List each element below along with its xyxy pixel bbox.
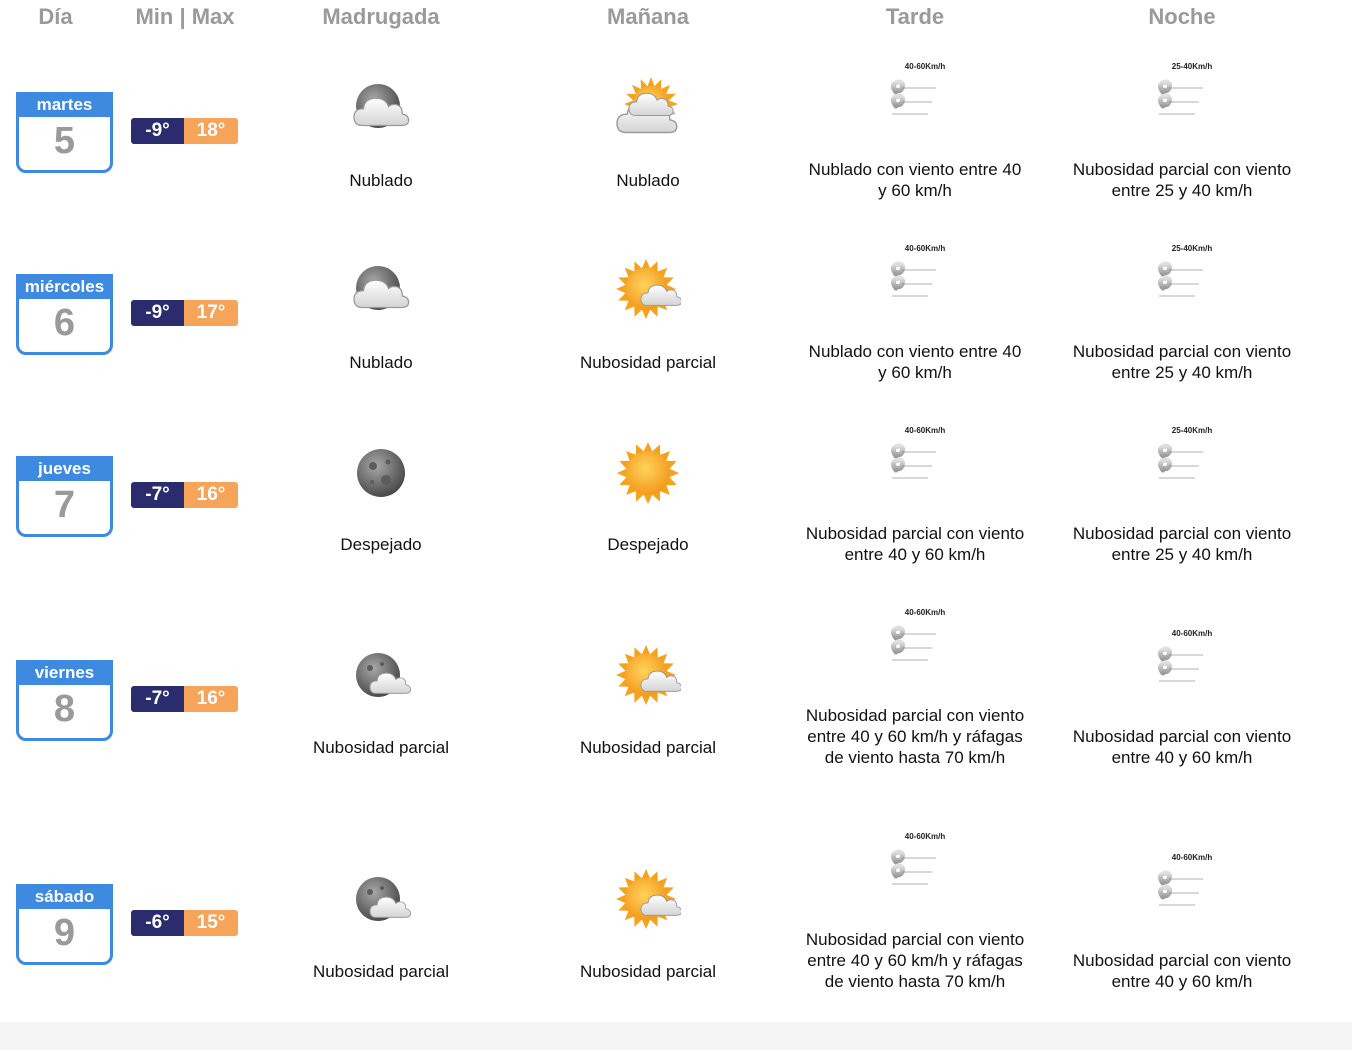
temp-min: -9°	[131, 118, 184, 144]
header-min-max: Min | Max	[135, 4, 235, 29]
moon-icon	[348, 440, 414, 506]
wind-icon	[1149, 637, 1215, 703]
weather-description: Nubosidad parcial	[579, 353, 717, 372]
temperature-range	[131, 910, 238, 936]
weather-description: Nubosidad parcial con viento entre 25 y 40 km/h	[1072, 524, 1292, 564]
slot-manana	[518, 240, 778, 422]
calendar-date: 5	[53, 120, 76, 162]
wind-speed-value: 25-40Km/h	[1171, 244, 1213, 253]
calendar-weekday: miércoles	[19, 277, 110, 299]
weather-description: Nubosidad parcial con viento entre 25 y 40 km/h	[1072, 342, 1292, 382]
wind-speed-value: 40-60Km/h	[904, 832, 946, 841]
moon-partly-cloudy-icon	[348, 644, 414, 710]
calendar-day	[16, 884, 113, 965]
slot-manana	[518, 828, 778, 1022]
wind-speed-value: 40-60Km/h	[904, 426, 946, 435]
forecast-header	[0, 0, 1352, 36]
slot-madrugada	[251, 422, 511, 604]
sun-partly-cloudy-icon	[615, 868, 681, 934]
weather-description: Nubosidad parcial	[312, 962, 450, 981]
calendar-date: 7	[53, 484, 76, 526]
slot-madrugada	[251, 58, 511, 240]
temp-min: -7°	[131, 482, 184, 508]
forecast-row	[0, 58, 1352, 240]
weather-description: Nubosidad parcial	[579, 738, 717, 757]
temp-max: 17°	[184, 300, 238, 326]
calendar-weekday: jueves	[19, 459, 110, 481]
weather-description: Nublado con viento entre 40 y 60 km/h	[808, 342, 1022, 382]
wind-icon	[1149, 70, 1215, 136]
forecast-row	[0, 240, 1352, 422]
temperature-range	[131, 300, 238, 326]
weather-description: Nublado	[349, 171, 413, 190]
slot-madrugada	[251, 828, 511, 1022]
temp-max: 18°	[184, 118, 238, 144]
header-madrugada: Madrugada	[322, 4, 440, 29]
slot-madrugada	[251, 240, 511, 422]
forecast-row	[0, 422, 1352, 604]
slot-noche	[1052, 58, 1312, 240]
weather-description: Nubosidad parcial	[579, 962, 717, 981]
calendar-weekday: viernes	[19, 663, 110, 685]
wind-speed-value: 40-60Km/h	[904, 244, 946, 253]
weather-description: Despejado	[607, 535, 689, 554]
wind-speed-value: 40-60Km/h	[904, 608, 946, 617]
header-noche: Noche	[1148, 4, 1216, 29]
weather-description: Nubosidad parcial con viento entre 25 y 40 km/h	[1072, 160, 1292, 200]
calendar-day	[16, 274, 113, 355]
weather-description: Nubosidad parcial con viento entre 40 y 60 km/h	[1072, 727, 1292, 767]
calendar-day	[16, 660, 113, 741]
night-cloudy-icon	[348, 76, 414, 142]
wind-speed-value: 40-60Km/h	[904, 62, 946, 71]
temp-max: 16°	[184, 686, 238, 712]
wind-icon	[882, 616, 948, 682]
wind-speed-value: 25-40Km/h	[1171, 62, 1213, 71]
sun-cloudy-icon	[615, 76, 681, 142]
slot-noche	[1052, 604, 1312, 828]
weather-description: Nublado	[616, 171, 680, 190]
forecast-row	[0, 828, 1352, 1022]
slot-noche	[1052, 422, 1312, 604]
temperature-range	[131, 118, 238, 144]
footer-bar	[0, 1022, 1352, 1050]
sun-partly-cloudy-icon	[615, 644, 681, 710]
weather-description: Nubosidad parcial con viento entre 40 y 60 km/h	[805, 524, 1025, 564]
calendar-day	[16, 92, 113, 173]
slot-noche	[1052, 828, 1312, 1022]
header-tarde: Tarde	[885, 4, 945, 29]
temp-min: -6°	[131, 910, 184, 936]
calendar-date: 6	[53, 302, 76, 344]
calendar-date: 9	[53, 912, 76, 954]
wind-icon	[882, 434, 948, 500]
calendar-weekday: sábado	[19, 887, 110, 909]
slot-madrugada	[251, 604, 511, 828]
slot-tarde	[785, 828, 1045, 1022]
night-cloudy-icon	[348, 258, 414, 324]
header-manana: Mañana	[607, 4, 689, 29]
slot-tarde	[785, 604, 1045, 828]
slot-noche	[1052, 240, 1312, 422]
weather-description: Nubosidad parcial con viento entre 40 y 60 km/h y ráfagas de viento hasta 70 km/h	[805, 930, 1025, 991]
temperature-range	[131, 482, 238, 508]
weather-description: Nubosidad parcial	[312, 738, 450, 757]
wind-speed-value: 40-60Km/h	[1171, 853, 1213, 862]
calendar-weekday: martes	[19, 95, 110, 117]
temp-max: 15°	[184, 910, 238, 936]
wind-icon	[882, 840, 948, 906]
weather-description: Nublado con viento entre 40 y 60 km/h	[808, 160, 1022, 200]
slot-manana	[518, 604, 778, 828]
weather-description: Despejado	[340, 535, 422, 554]
weather-description: Nubosidad parcial con viento entre 40 y 60 km/h	[1072, 951, 1292, 991]
weather-description: Nublado	[349, 353, 413, 372]
slot-manana	[518, 58, 778, 240]
wind-icon	[882, 252, 948, 318]
wind-icon	[1149, 434, 1215, 500]
header-dia: Día	[38, 4, 73, 29]
sun-partly-cloudy-icon	[615, 258, 681, 324]
wind-speed-value: 25-40Km/h	[1171, 426, 1213, 435]
temp-max: 16°	[184, 482, 238, 508]
wind-speed-value: 40-60Km/h	[1171, 629, 1213, 638]
temperature-range	[131, 686, 238, 712]
temp-min: -9°	[131, 300, 184, 326]
moon-partly-cloudy-icon	[348, 868, 414, 934]
calendar-day	[16, 456, 113, 537]
sun-icon	[615, 440, 681, 506]
temp-min: -7°	[131, 686, 184, 712]
wind-icon	[1149, 861, 1215, 927]
wind-icon	[882, 70, 948, 136]
calendar-date: 8	[53, 688, 76, 730]
slot-tarde	[785, 58, 1045, 240]
wind-icon	[1149, 252, 1215, 318]
slot-tarde	[785, 422, 1045, 604]
slot-tarde	[785, 240, 1045, 422]
slot-manana	[518, 422, 778, 604]
forecast-row	[0, 604, 1352, 828]
weather-description: Nubosidad parcial con viento entre 40 y 60 km/h y ráfagas de viento hasta 70 km/h	[805, 706, 1025, 767]
